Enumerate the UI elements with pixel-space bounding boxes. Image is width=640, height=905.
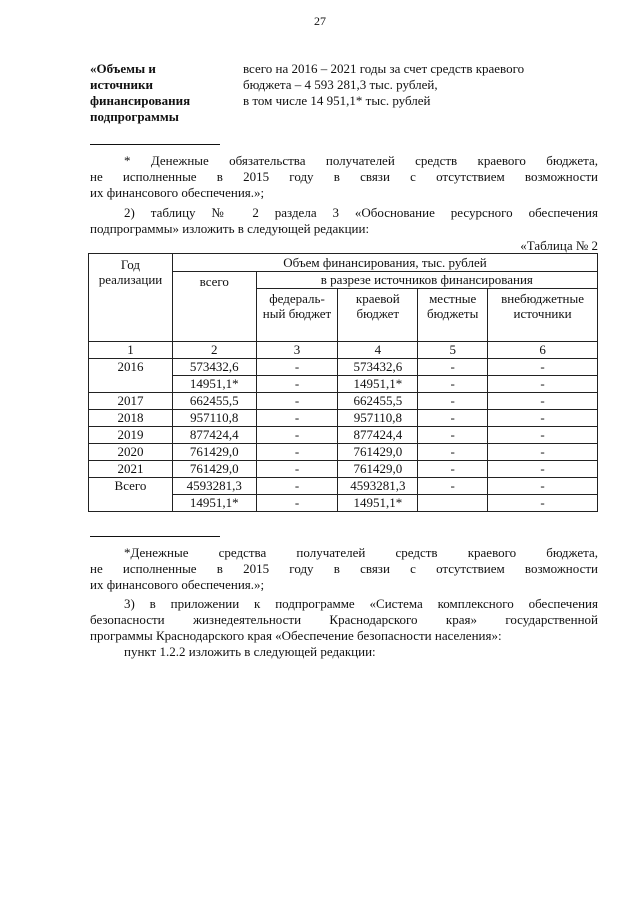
table-row [89, 393, 598, 410]
footnote-separator [90, 536, 220, 537]
cell-regional: 14951,1* [338, 376, 418, 393]
footnote-2 [90, 545, 598, 593]
header-volume: Объем финансирования, тыс. рублей [172, 254, 597, 272]
cell-local: - [418, 393, 488, 410]
cell-year: Всего [89, 478, 173, 512]
passport-value-line: в том числе 14 951,1* тыс. рублей [243, 93, 431, 108]
cell-extra: - [488, 393, 598, 410]
column-number: 5 [418, 342, 488, 359]
cell-local: - [418, 461, 488, 478]
cell-federal: - [256, 495, 338, 512]
table-row [89, 410, 598, 427]
cell-regional: 4593281,3 [338, 478, 418, 495]
header-total: всего [172, 272, 256, 342]
cell-year: 2020 [89, 444, 173, 461]
cell-year: 2017 [89, 393, 173, 410]
footnote-separator [90, 144, 220, 145]
cell-extra: - [488, 461, 598, 478]
footnote-1-line: * Денежные обязательства получателей средств краевого бюджета, [124, 153, 598, 168]
cell-extra: - [488, 376, 598, 393]
column-number: 1 [89, 342, 173, 359]
cell-local: - [418, 444, 488, 461]
item-3-line: программы Краснодарского края «Обеспечение безопасности населения»: [90, 628, 502, 643]
passport-label-line: финансирования [90, 93, 191, 108]
passport-label [90, 61, 240, 125]
header-regional: краевой бюджет [338, 289, 418, 342]
cell-total: 761429,0 [172, 461, 256, 478]
cell-year: 2021 [89, 461, 173, 478]
cell-regional: 761429,0 [338, 444, 418, 461]
cell-total: 957110,8 [172, 410, 256, 427]
cell-federal: - [256, 444, 338, 461]
footnote-1-line: не исполненные в 2015 году в связи с отсутствием возможности [90, 169, 598, 184]
cell-total: 877424,4 [172, 427, 256, 444]
cell-federal: - [256, 376, 338, 393]
column-number: 3 [256, 342, 338, 359]
cell-local [418, 495, 488, 512]
financing-table [88, 253, 598, 512]
cell-local: - [418, 478, 488, 495]
passport-value [243, 61, 593, 109]
header-sources: в разрезе источников финансирования [256, 272, 597, 289]
cell-local: - [418, 359, 488, 376]
cell-year: 2016 [89, 359, 173, 393]
cell-extra: - [488, 427, 598, 444]
cell-federal: - [256, 427, 338, 444]
cell-regional: 573432,6 [338, 359, 418, 376]
cell-local: - [418, 410, 488, 427]
cell-regional: 761429,0 [338, 461, 418, 478]
header-local: местные бюджеты [418, 289, 488, 342]
cell-federal: - [256, 393, 338, 410]
footnote-1 [90, 153, 598, 201]
cell-total: 761429,0 [172, 444, 256, 461]
passport-label-line: «Объемы и [90, 61, 156, 76]
cell-local: - [418, 427, 488, 444]
cell-regional: 877424,4 [338, 427, 418, 444]
header-offbudget: внебюджетные источники [488, 289, 598, 342]
cell-year: 2019 [89, 427, 173, 444]
footnote-2-line: *Денежные средства получателей средств краевого бюджета, [124, 545, 598, 560]
column-number: 2 [172, 342, 256, 359]
column-number: 6 [488, 342, 598, 359]
header-federal: федераль-ный бюджет [256, 289, 338, 342]
table-row [89, 444, 598, 461]
column-numbers-row [89, 342, 598, 359]
table-row [89, 359, 598, 376]
item-3-line: 3) в приложении к подпрограмме «Система комплексного обеспечения [124, 596, 598, 611]
footnote-1-line: их финансового обеспечения.»; [90, 185, 265, 200]
cell-total: 662455,5 [172, 393, 256, 410]
header-year: Год реализации [89, 254, 173, 342]
cell-extra: - [488, 444, 598, 461]
cell-regional: 957110,8 [338, 410, 418, 427]
cell-total: 4593281,3 [172, 478, 256, 495]
cell-federal: - [256, 359, 338, 376]
page-number: 27 [314, 14, 326, 28]
item-4-line: пункт 1.2.2 изложить в следующей редакции: [124, 644, 376, 659]
cell-extra: - [488, 478, 598, 495]
cell-total: 573432,6 [172, 359, 256, 376]
item-3-line: безопасности жизнедеятельности Краснодарского края» государственной [90, 612, 598, 627]
table-row [89, 427, 598, 444]
cell-regional: 14951,1* [338, 495, 418, 512]
table-row [89, 461, 598, 478]
item-2-line: подпрограммы» изложить в следующей редакции: [90, 221, 370, 236]
cell-federal: - [256, 461, 338, 478]
item-2-paragraph [90, 205, 598, 237]
cell-regional: 662455,5 [338, 393, 418, 410]
cell-extra: - [488, 410, 598, 427]
cell-year: 2018 [89, 410, 173, 427]
cell-federal: - [256, 478, 338, 495]
item-2-line: 2) таблицу № 2 раздела 3 «Обоснование ресурсного обеспечения [124, 205, 598, 220]
item-4-paragraph [90, 644, 598, 660]
passport-value-line: всего на 2016 – 2021 годы за счет средств краевого [243, 61, 525, 76]
passport-label-line: источники [90, 77, 153, 92]
passport-label-line: подпрограммы [90, 109, 179, 124]
column-number: 4 [338, 342, 418, 359]
table-caption: «Таблица № 2 [520, 238, 598, 253]
footnote-2-line: не исполненные в 2015 году в связи с отсутствием возможности [90, 561, 598, 576]
cell-total: 14951,1* [172, 376, 256, 393]
cell-extra: - [488, 359, 598, 376]
cell-local: - [418, 376, 488, 393]
footnote-2-line: их финансового обеспечения.»; [90, 577, 265, 592]
table-row [89, 478, 598, 495]
item-3-paragraph [90, 596, 598, 644]
passport-value-line: бюджета – 4 593 281,3 тыс. рублей, [243, 77, 438, 92]
cell-extra: - [488, 495, 598, 512]
cell-total: 14951,1* [172, 495, 256, 512]
cell-federal: - [256, 410, 338, 427]
